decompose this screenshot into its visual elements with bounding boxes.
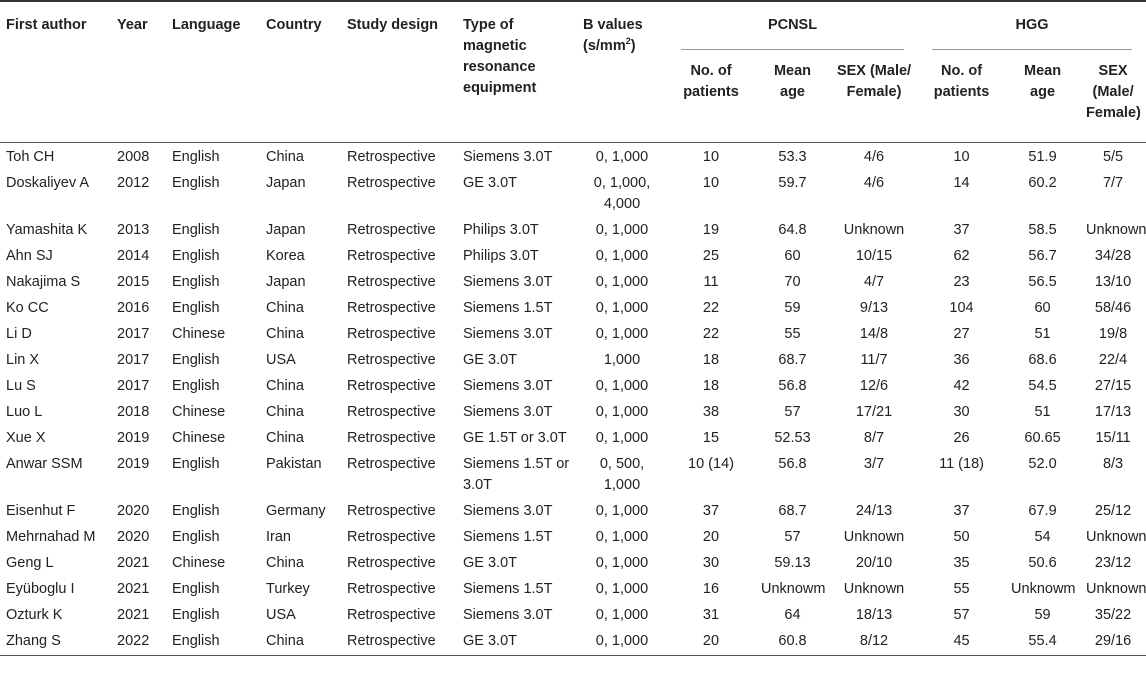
- cell-pcnsl-patients: 38: [702, 404, 720, 420]
- cell-author: Ozturk K: [6, 607, 63, 623]
- table-row: [0, 450, 1146, 497]
- cell-hgg-sex: 23/12: [1094, 555, 1132, 571]
- cell-b-values: 0, 1,000: [595, 378, 649, 394]
- cell-author: Nakajima S: [6, 274, 81, 290]
- cell-mr-equipment: Siemens 1.5T or 3.0T: [463, 456, 570, 493]
- table-row: [0, 575, 1146, 601]
- cell-hgg-mean-age: 60: [1034, 300, 1051, 316]
- cell-pcnsl-mean-age: 59.13: [774, 555, 811, 571]
- cell-study-design: Retrospective: [347, 529, 436, 545]
- cell-hgg-sex: 13/10: [1094, 274, 1132, 290]
- cell-hgg-mean-age: 56.7: [1028, 248, 1057, 264]
- cell-hgg-sex: Unknown: [1086, 581, 1146, 597]
- cell-study-design: Retrospective: [341, 627, 457, 656]
- cell-hgg-sex: 34/28: [1094, 248, 1132, 264]
- cell-pcnsl-mean-age: 70: [784, 274, 801, 290]
- cell-mr-equipment: Siemens 3.0T: [463, 326, 553, 342]
- cell-b-values: 0, 1,000: [595, 300, 649, 316]
- cell-hgg-mean-age: 52.0: [1028, 456, 1057, 472]
- cell-pcnsl-sex: 18/13: [855, 607, 893, 623]
- cell-country: Germany: [266, 503, 326, 519]
- cell-pcnsl-mean-age: 64.8: [778, 222, 807, 238]
- cell-author: Ahn SJ: [6, 248, 53, 264]
- table-row: [0, 523, 1146, 549]
- cell-hgg-sex: 19/8: [1098, 326, 1128, 342]
- cell-hgg-sex: 58/46: [1094, 300, 1132, 316]
- cell-author: Lu S: [6, 378, 36, 394]
- cell-hgg-patients: 45: [918, 627, 1005, 656]
- cell-mr-equipment: Siemens 1.5T: [463, 529, 553, 545]
- cell-hgg-mean-age: 55.4: [1005, 627, 1080, 656]
- cell-pcnsl-sex: 4/6: [863, 175, 885, 191]
- cell-mr-equipment: Siemens 3.0T: [463, 149, 553, 165]
- cell-b-values: 0, 1,000: [595, 326, 649, 342]
- cell-pcnsl-sex: 12/6: [859, 378, 889, 394]
- cell-b-values: 0, 1,000: [595, 503, 649, 519]
- cell-country: USA: [266, 352, 296, 368]
- cell-hgg-sex: 17/13: [1094, 404, 1132, 420]
- cell-pcnsl-patients: 10: [702, 149, 720, 165]
- cell-hgg-mean-age: 51: [1034, 326, 1051, 342]
- cell-author: Lin X: [6, 352, 40, 368]
- cell-country: China: [266, 378, 304, 394]
- cell-hgg-patients: 50: [953, 529, 970, 545]
- cell-year: 2019: [117, 456, 150, 472]
- table-row: [0, 169, 1146, 216]
- cell-b-values: 0, 1,000: [595, 248, 649, 264]
- cell-study-design: Retrospective: [347, 555, 436, 571]
- cell-hgg-mean-age: 51: [1034, 404, 1051, 420]
- cell-author: Anwar SSM: [6, 456, 83, 472]
- cell-hgg-sex: 5/5: [1102, 149, 1124, 165]
- cell-author: Mehrnahad M: [6, 529, 96, 545]
- cell-study-design: Retrospective: [347, 149, 436, 165]
- cell-study-design: Retrospective: [347, 430, 436, 446]
- cell-country: Korea: [266, 248, 305, 264]
- cell-hgg-mean-age: 59: [1034, 607, 1051, 623]
- cell-pcnsl-patients: 20: [702, 529, 720, 545]
- cell-pcnsl-mean-age: 60: [784, 248, 801, 264]
- header-group-pcnsl: [667, 1, 918, 50]
- cell-hgg-mean-age: 68.6: [1028, 352, 1057, 368]
- cell-b-values: 0, 1,000: [595, 149, 649, 165]
- cell-pcnsl-sex: 24/13: [855, 503, 893, 519]
- cell-pcnsl-sex: 4/7: [863, 274, 885, 290]
- cell-country: China: [266, 404, 304, 420]
- cell-pcnsl-sex: 9/13: [859, 300, 889, 316]
- cell-hgg-patients: 42: [953, 378, 970, 394]
- cell-language: English: [172, 248, 220, 264]
- cell-year: 2012: [117, 175, 150, 191]
- cell-pcnsl-sex: 8/7: [863, 430, 885, 446]
- cell-hgg-patients: 55: [953, 581, 970, 597]
- cell-pcnsl-patients: 16: [702, 581, 720, 597]
- cell-pcnsl-sex: 8/12: [830, 627, 918, 656]
- table-row: [0, 294, 1146, 320]
- cell-language: English: [172, 529, 220, 545]
- header-group-hgg: [918, 1, 1146, 50]
- cell-language: Chinese: [172, 404, 226, 420]
- cell-pcnsl-mean-age: 59.7: [778, 175, 807, 191]
- header-language: Language: [166, 1, 260, 143]
- cell-hgg-sex: 27/15: [1094, 378, 1132, 394]
- cell-language: English: [172, 274, 220, 290]
- cell-language: English: [172, 149, 220, 165]
- cell-pcnsl-mean-age: 68.7: [778, 352, 807, 368]
- cell-study-design: Retrospective: [347, 274, 436, 290]
- cell-pcnsl-sex: 14/8: [859, 326, 889, 342]
- cell-author: Li D: [6, 326, 32, 342]
- cell-hgg-mean-age: 54: [1034, 529, 1051, 545]
- cell-hgg-sex: 25/12: [1094, 503, 1132, 519]
- cell-language: English: [172, 503, 220, 519]
- cell-b-values: 1,000: [603, 352, 641, 368]
- cell-hgg-mean-age: 60.2: [1028, 175, 1057, 191]
- cell-author: Ko CC: [6, 300, 49, 316]
- cell-pcnsl-sex: 10/15: [855, 248, 893, 264]
- cell-author: Toh CH: [6, 149, 55, 165]
- cell-pcnsl-mean-age: 57: [784, 404, 801, 420]
- cell-hgg-mean-age: 60.65: [1024, 430, 1061, 446]
- cell-hgg-sex: 29/16: [1080, 627, 1146, 656]
- cell-year: 2020: [117, 529, 150, 545]
- cell-mr-equipment: Siemens 3.0T: [463, 503, 553, 519]
- table-row: [0, 398, 1146, 424]
- cell-pcnsl-mean-age: 53.3: [778, 149, 807, 165]
- b-values-label: B values (s/mm: [583, 17, 643, 54]
- header-pcnsl-sex: SEX (Male/ Female): [830, 50, 918, 143]
- cell-country: China: [266, 300, 304, 316]
- cell-hgg-mean-age: 54.5: [1028, 378, 1057, 394]
- cell-country: Iran: [266, 529, 291, 545]
- cell-country: Turkey: [266, 581, 310, 597]
- cell-country: China: [266, 430, 304, 446]
- cell-b-values: 0, 1,000: [595, 274, 649, 290]
- cell-b-values: 0, 1,000, 4,000: [593, 175, 651, 212]
- cell-author: Eyüboglu I: [6, 581, 75, 597]
- cell-pcnsl-patients: 31: [702, 607, 720, 623]
- cell-study-design: Retrospective: [347, 607, 436, 623]
- cell-pcnsl-mean-age: Unknowm: [761, 581, 826, 597]
- cell-year: 2022: [111, 627, 166, 656]
- cell-pcnsl-mean-age: 57: [784, 529, 801, 545]
- cell-hgg-sex: Unknown: [1086, 222, 1146, 238]
- cell-hgg-sex: 15/11: [1095, 430, 1131, 446]
- cell-year: 2017: [117, 326, 150, 342]
- cell-language: English: [172, 456, 220, 472]
- cell-year: 2021: [117, 581, 150, 597]
- cell-pcnsl-sex: Unknown: [843, 222, 905, 238]
- cell-study-design: Retrospective: [347, 300, 436, 316]
- cell-hgg-patients: 37: [953, 222, 970, 238]
- cell-language: English: [172, 581, 220, 597]
- cell-pcnsl-mean-age: 56.8: [778, 456, 807, 472]
- cell-author: Geng L: [6, 555, 54, 571]
- cell-pcnsl-patients: 18: [702, 378, 720, 394]
- cell-hgg-mean-age: 56.5: [1028, 274, 1057, 290]
- cell-b-values: 0, 1,000: [577, 627, 667, 656]
- cell-b-values: 0, 1,000: [595, 555, 649, 571]
- cell-pcnsl-patients: 22: [702, 326, 720, 342]
- cell-mr-equipment: Siemens 3.0T: [463, 274, 553, 290]
- cell-year: 2019: [117, 430, 150, 446]
- cell-b-values: 0, 1,000: [595, 581, 649, 597]
- cell-mr-equipment: GE 3.0T: [463, 352, 517, 368]
- table-body: [0, 143, 1146, 656]
- cell-mr-equipment: Siemens 3.0T: [463, 404, 553, 420]
- cell-pcnsl-patients: 25: [702, 248, 720, 264]
- cell-author: Yamashita K: [6, 222, 88, 238]
- header-first-author: First author: [0, 1, 111, 143]
- cell-hgg-sex: 35/22: [1094, 607, 1132, 623]
- cell-pcnsl-sex: Unknown: [843, 581, 905, 597]
- cell-pcnsl-sex: Unknown: [843, 529, 905, 545]
- cell-pcnsl-mean-age: 64: [784, 607, 801, 623]
- cell-study-design: Retrospective: [347, 503, 436, 519]
- cell-hgg-mean-age: 58.5: [1028, 222, 1057, 238]
- table-row: [0, 424, 1146, 450]
- cell-year: 2017: [117, 378, 150, 394]
- cell-country: China: [260, 627, 341, 656]
- cell-year: 2015: [117, 274, 150, 290]
- cell-pcnsl-mean-age: 52.53: [774, 430, 811, 446]
- table-row: [0, 497, 1146, 523]
- cell-author: Luo L: [6, 404, 43, 420]
- cell-b-values: 0, 1,000: [595, 222, 649, 238]
- cell-study-design: Retrospective: [347, 456, 436, 472]
- cell-country: China: [266, 326, 304, 342]
- cell-pcnsl-patients: 18: [702, 352, 720, 368]
- cell-language: English: [172, 352, 220, 368]
- cell-pcnsl-patients: 37: [702, 503, 720, 519]
- cell-hgg-mean-age: 51.9: [1028, 149, 1057, 165]
- cell-pcnsl-sex: 4/6: [863, 149, 885, 165]
- cell-mr-equipment: GE 3.0T: [463, 175, 517, 191]
- table-row: [0, 143, 1146, 170]
- cell-pcnsl-patients: 30: [702, 555, 720, 571]
- cell-mr-equipment: Siemens 3.0T: [463, 378, 553, 394]
- cell-pcnsl-sex: 11/7: [860, 352, 888, 368]
- cell-country: Pakistan: [266, 456, 322, 472]
- table-row: [0, 346, 1146, 372]
- cell-year: 2008: [117, 149, 150, 165]
- cell-year: 2021: [117, 607, 150, 623]
- cell-year: 2014: [117, 248, 150, 264]
- cell-pcnsl-patients: 15: [702, 430, 720, 446]
- table-row: [0, 216, 1146, 242]
- cell-hgg-patients: 14: [953, 175, 970, 191]
- cell-hgg-mean-age: 50.6: [1028, 555, 1057, 571]
- cell-language: Chinese: [172, 555, 226, 571]
- cell-country: China: [266, 149, 304, 165]
- header-hgg-sex: SEX (Male/ Female): [1080, 50, 1146, 143]
- cell-mr-equipment: Siemens 1.5T: [463, 581, 553, 597]
- cell-hgg-patients: 30: [953, 404, 970, 420]
- cell-pcnsl-patients: 10 (14): [688, 456, 734, 472]
- cell-study-design: Retrospective: [347, 222, 436, 238]
- cell-mr-equipment: GE 3.0T: [457, 627, 577, 656]
- cell-pcnsl-patients: 10: [702, 175, 720, 191]
- cell-pcnsl-patients: 22: [702, 300, 720, 316]
- cell-hgg-sex: Unknown: [1086, 529, 1146, 545]
- header-hgg-patients: No. of patients: [918, 50, 1005, 143]
- cell-author: Doskaliyev A: [6, 175, 90, 191]
- cell-year: 2017: [117, 352, 150, 368]
- cell-study-design: Retrospective: [347, 581, 436, 597]
- cell-hgg-patients: 36: [953, 352, 970, 368]
- cell-study-design: Retrospective: [347, 378, 436, 394]
- cell-pcnsl-mean-age: 56.8: [778, 378, 807, 394]
- table-row: [0, 242, 1146, 268]
- cell-year: 2016: [117, 300, 150, 316]
- cell-country: USA: [266, 607, 296, 623]
- cell-country: Japan: [266, 274, 306, 290]
- cell-hgg-patients: 57: [953, 607, 970, 623]
- cell-language: English: [172, 175, 220, 191]
- cell-year: 2021: [117, 555, 150, 571]
- cell-study-design: Retrospective: [347, 248, 436, 264]
- cell-author: Zhang S: [0, 627, 111, 656]
- cell-b-values: 0, 1,000: [595, 404, 649, 420]
- cell-language: Chinese: [172, 326, 226, 342]
- cell-mr-equipment: Philips 3.0T: [463, 222, 539, 238]
- table-row: [0, 549, 1146, 575]
- cell-study-design: Retrospective: [347, 175, 436, 191]
- cell-pcnsl-patients: 11: [703, 274, 719, 290]
- cell-language: English: [172, 300, 220, 316]
- header-study-design: Study design: [341, 1, 457, 143]
- cell-mr-equipment: GE 3.0T: [463, 555, 517, 571]
- cell-year: 2020: [117, 503, 150, 519]
- cell-hgg-patients: 23: [953, 274, 970, 290]
- cell-b-values: 0, 1,000: [595, 607, 649, 623]
- cell-year: 2018: [117, 404, 150, 420]
- table-row: [0, 268, 1146, 294]
- cell-hgg-sex: 22/4: [1098, 352, 1128, 368]
- cell-pcnsl-mean-age: 68.7: [778, 503, 807, 519]
- header-pcnsl-patients: No. of patients: [667, 50, 755, 143]
- cell-study-design: Retrospective: [347, 326, 436, 342]
- cell-pcnsl-mean-age: 59: [784, 300, 801, 316]
- hgg-label: HGG: [1015, 17, 1049, 33]
- cell-b-values: 0, 500, 1,000: [599, 456, 645, 493]
- cell-hgg-patients: 10: [953, 149, 970, 165]
- cell-hgg-patients: 35: [953, 555, 970, 571]
- pcnsl-label: PCNSL: [767, 17, 818, 33]
- header-mr-equipment: Type of magnetic resonance equipment: [457, 1, 577, 143]
- cell-language: English: [166, 627, 260, 656]
- header-country: Country: [260, 1, 341, 143]
- cell-year: 2013: [117, 222, 150, 238]
- header-b-values: [577, 1, 667, 143]
- b-values-superscript: 2: [625, 36, 631, 47]
- table-row: [0, 372, 1146, 398]
- cell-pcnsl-mean-age: 60.8: [755, 627, 830, 656]
- cell-hgg-patients: 26: [953, 430, 970, 446]
- header-year: Year: [111, 1, 166, 143]
- cell-language: English: [172, 378, 220, 394]
- table-row: [0, 601, 1146, 627]
- cell-country: Japan: [266, 175, 306, 191]
- cell-hgg-sex: 8/3: [1102, 456, 1124, 472]
- cell-language: English: [172, 607, 220, 623]
- table-row: [0, 320, 1146, 346]
- cell-mr-equipment: Siemens 3.0T: [463, 607, 553, 623]
- cell-mr-equipment: Philips 3.0T: [463, 248, 539, 264]
- cell-author: Eisenhut F: [6, 503, 76, 519]
- cell-pcnsl-sex: 3/7: [863, 456, 885, 472]
- cell-country: Japan: [266, 222, 306, 238]
- cell-pcnsl-mean-age: 55: [784, 326, 801, 342]
- cell-pcnsl-sex: 17/21: [855, 404, 893, 420]
- cell-hgg-patients: 37: [953, 503, 970, 519]
- cell-pcnsl-patients: 20: [667, 627, 755, 656]
- cell-hgg-patients: 62: [953, 248, 970, 264]
- cell-pcnsl-sex: 20/10: [855, 555, 893, 571]
- cell-hgg-mean-age: Unknowm: [1011, 581, 1076, 597]
- header-pcnsl-mean-age: Mean age: [755, 50, 830, 143]
- cell-hgg-sex: 7/7: [1102, 175, 1124, 191]
- cell-pcnsl-patients: 19: [702, 222, 720, 238]
- cell-author: Xue X: [6, 430, 46, 446]
- header-hgg-mean-age: Mean age: [1005, 50, 1080, 143]
- cell-hgg-patients: 11 (18): [939, 456, 984, 472]
- cell-hgg-patients: 104: [949, 300, 974, 316]
- cell-mr-equipment: Siemens 1.5T: [463, 300, 553, 316]
- cell-language: Chinese: [172, 430, 226, 446]
- cell-study-design: Retrospective: [347, 404, 436, 420]
- cell-country: China: [266, 555, 304, 571]
- cell-b-values: 0, 1,000: [595, 529, 649, 545]
- cell-hgg-patients: 27: [953, 326, 970, 342]
- cell-hgg-mean-age: 67.9: [1028, 503, 1057, 519]
- b-values-close: ): [630, 38, 636, 54]
- cell-study-design: Retrospective: [347, 352, 436, 368]
- cell-b-values: 0, 1,000: [595, 430, 649, 446]
- cell-mr-equipment: GE 1.5T or 3.0T: [463, 430, 567, 446]
- table-row: [0, 627, 1146, 656]
- cell-language: English: [172, 222, 220, 238]
